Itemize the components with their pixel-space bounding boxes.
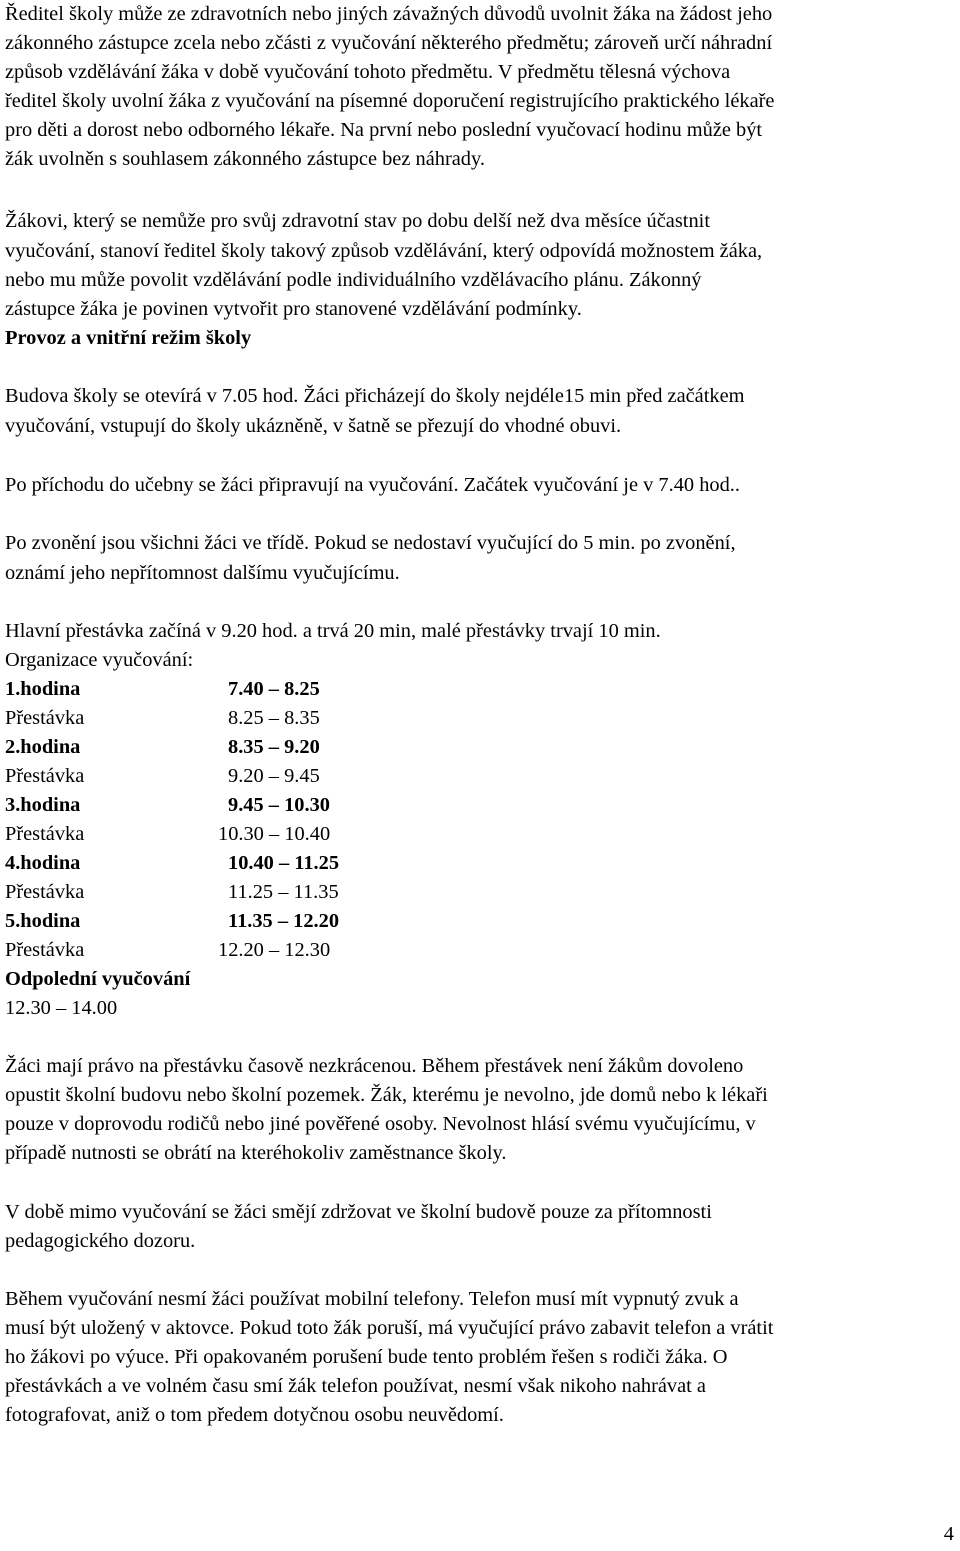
schedule-time: 11.25 – 11.35 <box>228 881 339 903</box>
schedule-time: 10.30 – 10.40 <box>218 823 331 845</box>
text-line: zástupce žáka je povinen vytvořit pro stanovené vzdělávání podmínky. <box>5 298 582 320</box>
afternoon-heading: Odpolední vyučování <box>5 968 191 990</box>
schedule-label: 5.hodina <box>5 910 81 932</box>
schedule-label: 1.hodina <box>5 678 81 700</box>
schedule-time: 8.35 – 9.20 <box>228 736 320 758</box>
schedule-time: 11.35 – 12.20 <box>228 910 340 932</box>
schedule-label: 4.hodina <box>5 852 81 874</box>
text-line: přestávkách a ve volném času smí žák telefon používat, nesmí však nikoho nahrávat a <box>5 1375 706 1397</box>
text-line: V době mimo vyučování se žáci smějí zdržovat ve školní budově pouze za přítomnosti <box>5 1201 712 1223</box>
paragraph-breaks: Hlavní přestávka začíná v 9.20 hod. a trvá 20 min, malé přestávky trvají 10 min. <box>5 620 661 642</box>
schedule-time: 9.45 – 10.30 <box>228 794 330 816</box>
schedule-time: 10.40 – 11.25 <box>228 852 340 874</box>
text-line: případě nutnosti se obrátí na kteréhokoliv zaměstnance školy. <box>5 1142 507 1164</box>
text-line: způsob vzdělávání žáka v době vyučování tohoto předmětu. V předmětu tělesná výchova <box>5 61 731 83</box>
text-line: oznámí jeho nepřítomnost dalšímu vyučujícímu. <box>5 562 400 584</box>
text-line: Po zvonění jsou všichni žáci ve třídě. Pokud se nedostaví vyučující do 5 min. po zvonění, <box>5 532 736 554</box>
text-line: pro děti a dorost nebo odborného lékaře. Na první nebo poslední vyučovací hodinu může být <box>5 119 763 141</box>
text-line: Žáci mají právo na přestávku časově nezkrácenou. Během přestávek není žákům dovoleno <box>5 1055 744 1077</box>
text-line: pedagogického dozoru. <box>5 1230 196 1252</box>
schedule-label: Přestávka <box>5 881 85 903</box>
paragraph-classroom-arrival: Po příchodu do učebny se žáci připravují na vyučování. Začátek vyučování je v 7.40 hod.. <box>5 474 740 496</box>
schedule-time: 7.40 – 8.25 <box>228 678 320 700</box>
text-line: Ředitel školy může ze zdravotních nebo jiných závažných důvodů uvolnit žáka na žádost jeho <box>5 3 773 25</box>
text-line: vyučování, stanoví ředitel školy takový způsob vzdělávání, který odpovídá možnostem žáka, <box>5 240 763 262</box>
text-line: opustit školní budovu nebo školní pozemek. Žák, kterému je nevolno, jde domů nebo k lékaři <box>5 1084 768 1106</box>
text-line: ho žákovi po výuce. Při opakovaném porušení bude tento problém řešen s rodiči žáka. O <box>5 1346 728 1368</box>
text-line: Budova školy se otevírá v 7.05 hod. Žáci přicházejí do školy nejdéle15 min před začátkem <box>5 385 745 407</box>
text-line: Během vyučování nesmí žáci používat mobilní telefony. Telefon musí mít vypnutý zvuk a <box>5 1288 739 1310</box>
text-line: fotografovat, aniž o tom předem dotyčnou osobu neuvědomí. <box>5 1404 504 1426</box>
text-line: žák uvolněn s souhlasem zákonného zástupce bez náhrady. <box>5 148 485 170</box>
schedule-time: 9.20 – 9.45 <box>228 765 320 787</box>
text-line: nebo mu může povolit vzdělávání podle individuálního vzdělávacího plánu. Zákonný <box>5 269 702 291</box>
schedule-label: Přestávka <box>5 823 85 845</box>
schedule-title: Organizace vyučování: <box>5 649 194 671</box>
afternoon-time: 12.30 – 14.00 <box>5 997 118 1019</box>
schedule-label: Přestávka <box>5 707 85 729</box>
page-number: 4 <box>943 1523 954 1545</box>
section-heading: Provoz a vnitřní režim školy <box>5 327 252 349</box>
schedule-time: 12.20 – 12.30 <box>218 939 331 961</box>
schedule-label: Přestávka <box>5 939 85 961</box>
document-page <box>5 0 960 1551</box>
schedule-label: 2.hodina <box>5 736 81 758</box>
text-line: musí být uložený v aktovce. Pokud toto žák poruší, má vyučující právo zabavit telefon a vrátit <box>5 1317 774 1339</box>
text-line: Žákovi, který se nemůže pro svůj zdravotní stav po dobu delší než dva měsíce účastnit <box>5 210 710 232</box>
schedule-label: Přestávka <box>5 765 85 787</box>
text-line: ředitel školy uvolní žáka z vyučování na písemné doporučení registrujícího praktického lékaře <box>5 90 775 112</box>
text-line: pouze v doprovodu rodičů nebo jiné pověřené osoby. Nevolnost hlásí svému vyučujícímu, v <box>5 1113 756 1135</box>
schedule-label: 3.hodina <box>5 794 81 816</box>
text-line: zákonného zástupce zcela nebo zčásti z vyučování některého předmětu; zároveň určí náhradní <box>5 32 773 54</box>
schedule-time: 8.25 – 8.35 <box>228 707 320 729</box>
text-line: vyučování, vstupují do školy ukázněně, v šatně se přezují do vhodné obuvi. <box>5 415 622 437</box>
